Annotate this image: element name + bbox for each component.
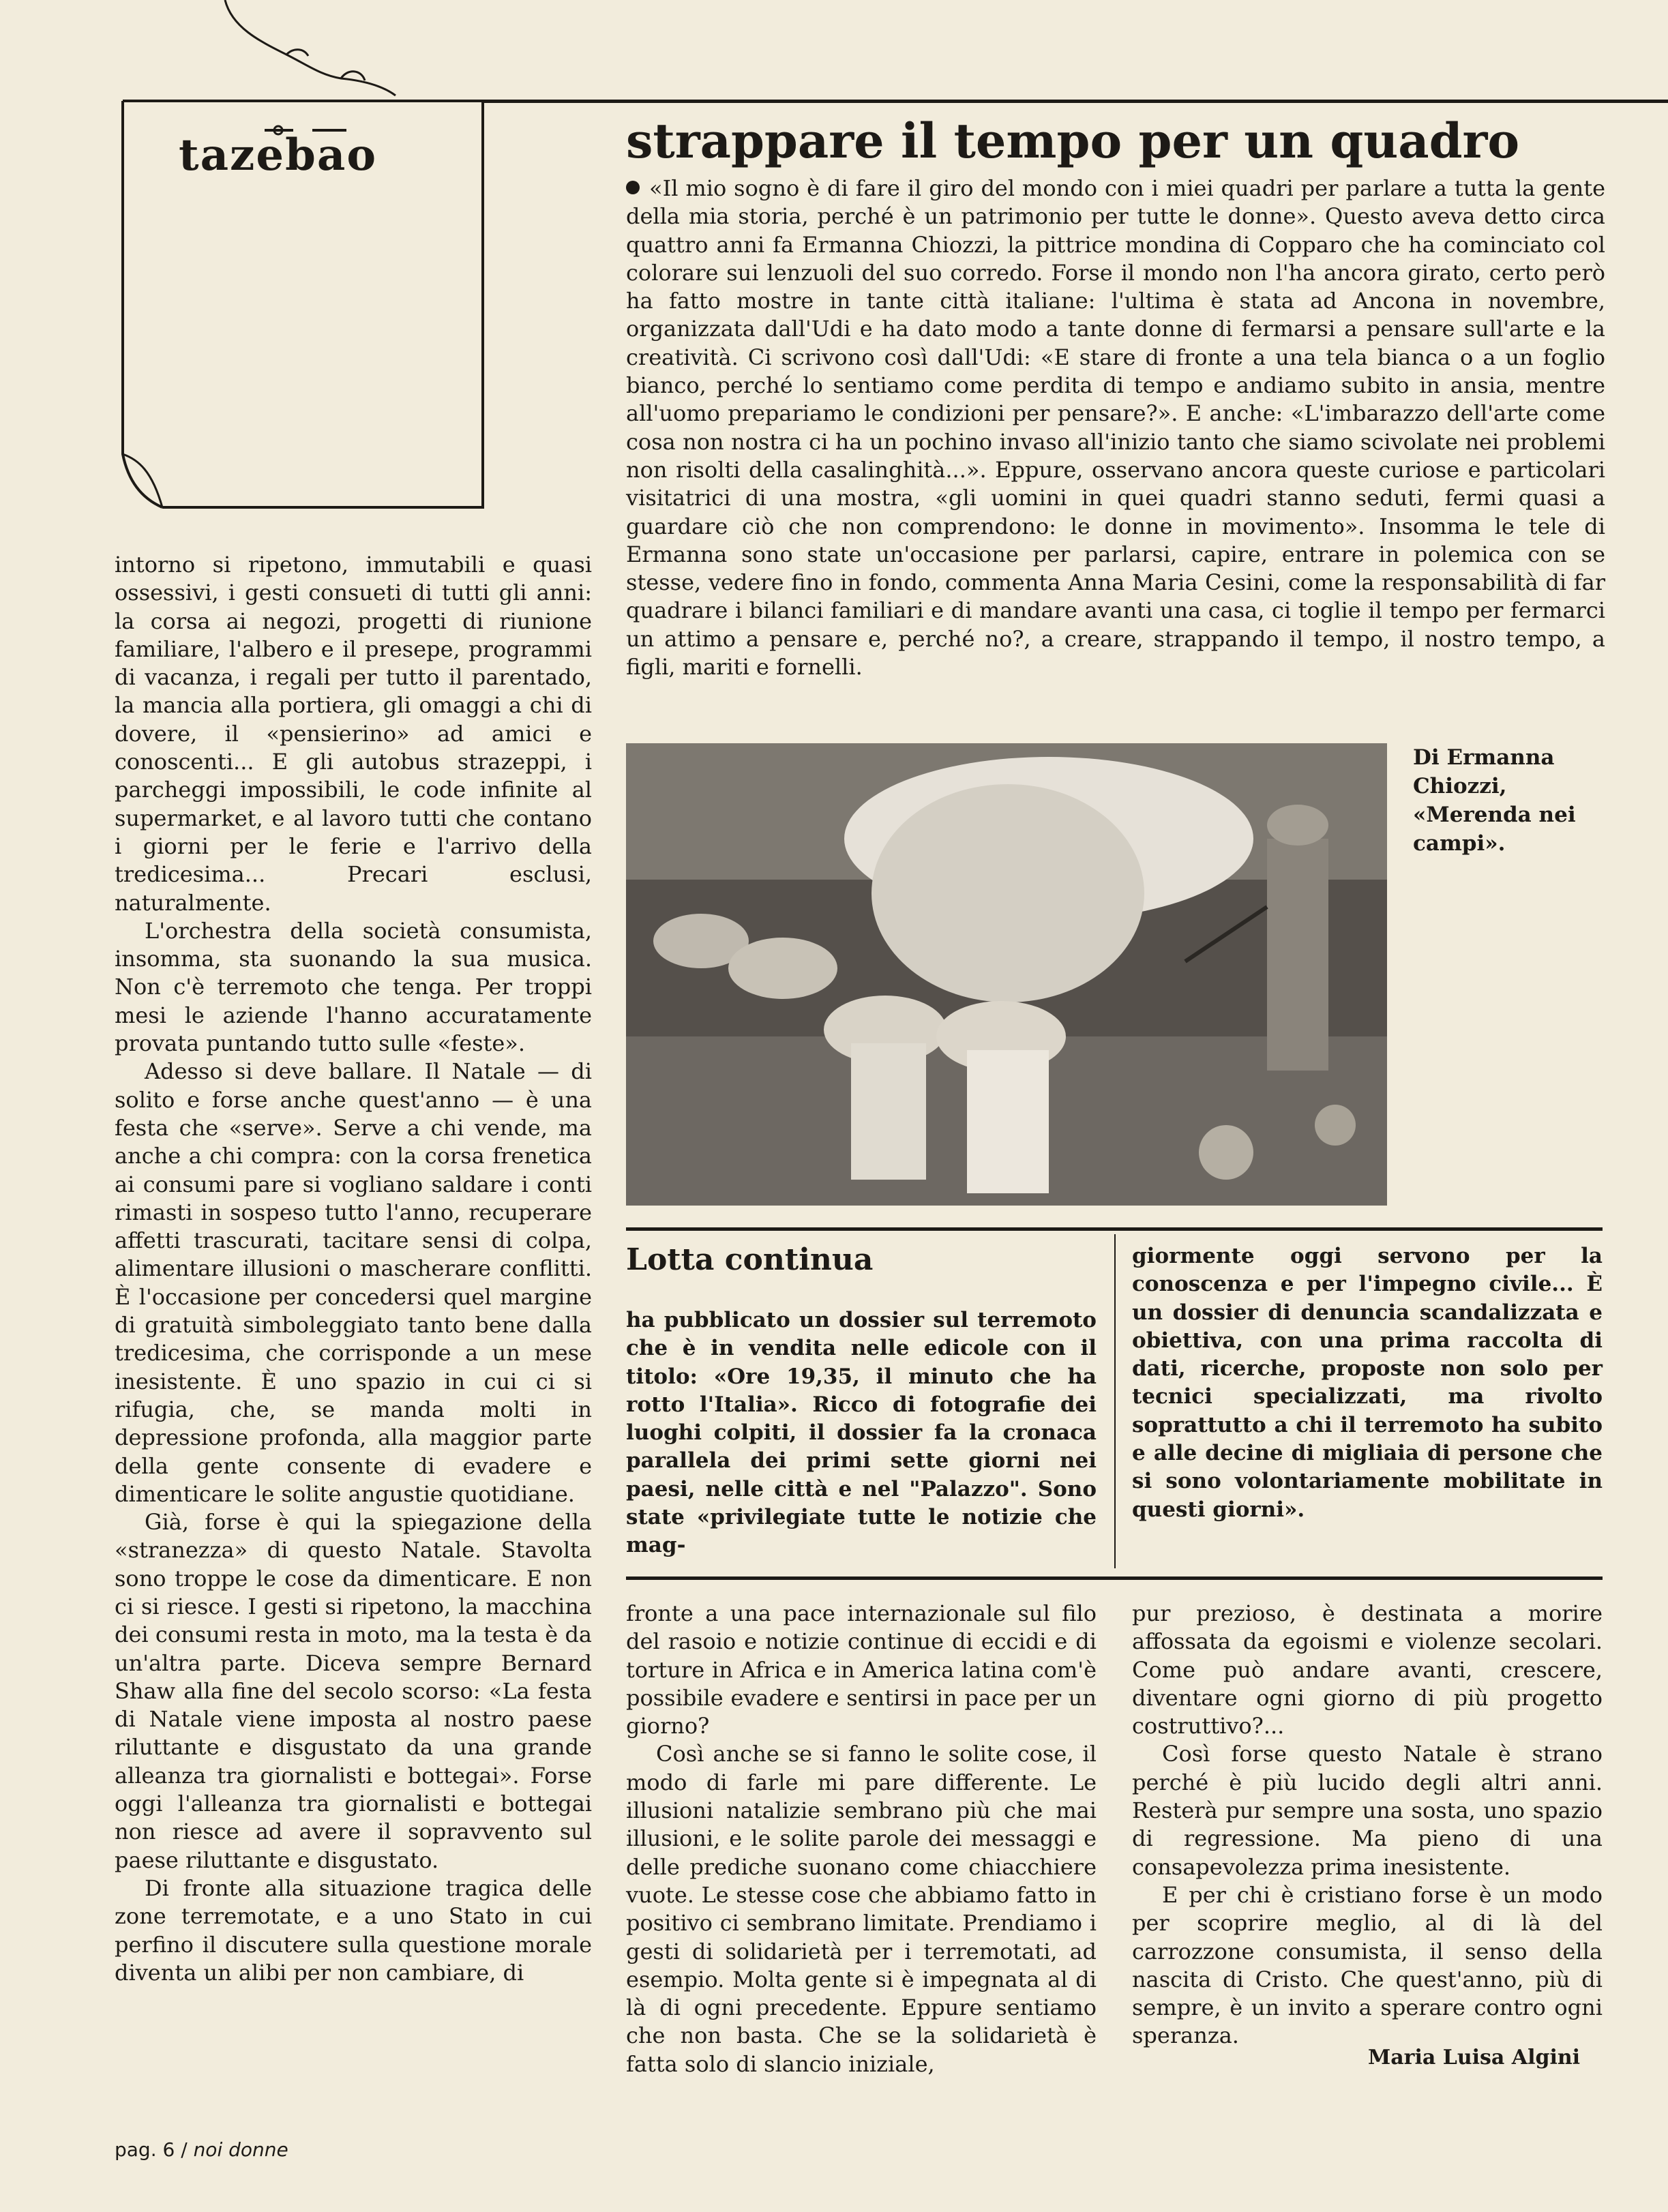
column-c-paragraph: E per chi è cristiano forse è un modo per scoprire meglio, al di là del carrozzone consumista, il senso della nascita di Cristo. Che quest'anno, più di sempre, è un invito a sperare contro ogni speranza. [1132, 1881, 1603, 2049]
pushpin-icon [258, 120, 353, 140]
left-paragraph: L'orchestra della società consumista, insomma, sta suonando la sua musica. Non c'è terremoto che tenga. Per troppi mesi le aziende l'hanno accuratamente provata puntando tutto sulle «feste». [115, 917, 592, 1057]
box-bottom-rule [626, 1576, 1603, 1580]
column-b-paragraph: fronte a una pace internazionale sul filo del rasoio e notizie continue di eccidi e di torture in Africa e in America latina com'è possibile evadere e sentirsi in pace per un giorno? [626, 1600, 1097, 1739]
left-paragraph: Già, forse è qui la spiegazione della «stranezza» di questo Natale. Stavolta sono troppe le cose da dimenticare. E non ci si riesce. I gesti si ripetono, la macchina dei consumi resta in moto, ma la testa è da un'altra parte. Diceva sempre Bernard Shaw alla fine del secolo scorso: «La festa di Natale viene imposta al nostro paese riluttante e disgustato da una grande alleanza tra giornalisti e bottegai». Forse oggi l'alleanza tra giornalisti e bottegai non riesce ad avere il sopravvento sul paese riluttante e disgustato. [115, 1509, 592, 1873]
column-b-paragraph: Così anche se si fanno le solite cose, il modo di farle mi pare differente. Le illusioni natalizie sembrano più che mai illusioni, e le solite parole dei messaggi e delle prediche suonano come chiacchiere vuote. Le stesse cose che abbiamo fatto in positivo ci sembrano limitate. Prendiamo i gesti di solidarietà per i terremotati, ad esempio. Molta gente si è impegnata al di là di ogni precedente. Eppure sentiamo che non basta. Che se la solidarietà è fatta solo di slancio iniziale, [626, 1741, 1097, 2077]
left-paragraph: Adesso si deve ballare. Il Natale — di solito e forse anche quest'anno — è una festa che «serve». Serve a chi vende, ma anche a chi compra: con la corsa frenetica ai consumi pare si vogliano saldare i conti rimasti in sospeso tutto l'anno, recuperare affetti trascurati, tacitare sensi di colpa, alimentare illusioni o mascherare conflitti. È l'occasione per concedersi quel margine di gratuità simboleggiato tanto bene dalla tredicesima, che corrisponde a un mese inesistente. È uno spazio in cui ci si rifugia, che, se manda molti in depressione profonda, alla maggior parte della gente consente di evadere e dimenticare le solite angustie quotidiane. [115, 1058, 592, 1507]
column-c-paragraph: pur prezioso, è destinata a morire affossata da egoismi e violenze secolari. Come può andare avanti, crescere, diventare ogni giorno di più progetto costruttivo?... [1132, 1600, 1603, 1739]
caption-line: campi». [1413, 831, 1506, 856]
intro-paragraph [626, 175, 1605, 681]
left-column [115, 551, 592, 1987]
painting-merenda-nei-campi [626, 743, 1387, 1206]
box-top-rule [626, 1227, 1603, 1231]
column-b [626, 1600, 1097, 2078]
page-number: pag. 6 / [115, 2138, 188, 2161]
magazine-name: noi donne [193, 2138, 288, 2161]
left-paragraph: Di fronte alla situazione tragica delle zone terremotate, e a uno Stato in cui perfino il discutere sulla questione morale diventa un alibi per non cambiare, di [115, 1874, 592, 1986]
cloud-outline-decoration [0, 0, 409, 102]
bullet-icon [626, 181, 640, 194]
tazebao-label: tazebao [179, 130, 377, 181]
column-c [1132, 1600, 1603, 2050]
lotta-continua-title: Lotta continua [626, 1242, 874, 1277]
lotta-continua-col1: ha pubblicato un dossier sul terremoto che è in vendita nelle edicole con il titolo: «Ore 19,35, il minuto che ha rotto l'Italia». Ricco di fotografie dei luoghi colpiti, il dossier fa la cronaca parallela dei primi sette giorni nei paesi, nelle città e nel "Palazzo". Sono state «privilegiate tutte le notizie che mag- [626, 1308, 1097, 1558]
left-paragraph: intorno si ripetono, immutabili e quasi ossessivi, i gesti consueti di tutti gli anni: la corsa ai negozi, progetti di riunione familiare, l'albero e il presepe, programmi di vacanza, i regali per tutto il parentado, la mancia alla portiera, gli omaggi a chi di dovere, il «pensierino» ad amici e conoscenti... E gli autobus strazeppi, i parcheggi impossibili, le code infinite al supermarket, e al lavoro tutti che contano i giorni per le ferie e l'arrivo della tredicesima... Precari esclusi, naturalmente. [115, 552, 592, 916]
painting-caption [1413, 743, 1583, 858]
author-signature: Maria Luisa Algini [1368, 2046, 1581, 2069]
intro-text: «Il mio sogno è di fare il giro del mondo con i miei quadri per parlare a tutta la gente della mia storia, perché è un patrimonio per tutte le donne». Questo aveva detto circa quattro anni fa Ermanna Chiozzi, la pittrice mondina di Copparo che ha cominciato col colorare sui lenzuoli del suo corredo. Forse il mondo non l'ha ancora girato, certo però ha fatto mostre in tante città italiane: l'ultima è stata ad Ancona in novembre, organizzata dall'Udi e ha dato modo a tante donne di fermarsi a pensare sull'arte e la creatività. Ci scrivono così dall'Udi: «E stare di fronte a una tela bianca o a un foglio bianco, perché lo sentiamo come perdita di tempo e andiamo subito in ansia, mentre all'uomo prepariamo le condizioni per pensare?». E anche: «L'imbarazzo dell'arte come cosa non nostra ci ha un pochino invaso all'inizio tanto che siamo scivolate nei problemi non risolti della casalinghità...». Eppure, osservano ancora queste curiose e particolari visitatrici di una mostra, «gli uomini in quei quadri stanno seduti, fermi quasi a guardare ciò che non comprendono: le donne in movimento». Insomma le tele di Ermanna sono state un'occasione per parlarsi, capire, entrare in polemica con se stesse, vedere fino in fondo, commenta Anna Maria Cesini, come la responsabilità di far quadrare i bilanci familiari e di mandare avanti una casa, ci toglie il tempo per fermarci un attimo a pensare e, perché no?, a creare, strappando il tempo, il nostro tempo, a figli, mariti e fornelli. [626, 175, 1605, 681]
box-column-divider [1114, 1234, 1116, 1568]
page-footer [115, 2138, 288, 2161]
lotta-continua-col2: giormente oggi servono per la conoscenza e per l'impegno civile... È un dossier di denuncia scandalizzata e obiettiva, con una prima raccolta di dati, ricerche, proposte non solo per tecnici specializzati, ma rivolto soprattutto a chi il terremoto ha subito e alle decine di migliaia di persone che si sono volontariamente mobilitate in questi giorni». [1132, 1244, 1603, 1522]
caption-line: «Merenda nei [1413, 803, 1576, 827]
article-headline: strappare il tempo per un quadro [626, 113, 1520, 169]
caption-line: Di Ermanna [1413, 745, 1555, 770]
header-rule [483, 100, 1668, 103]
caption-line: Chiozzi, [1413, 774, 1507, 798]
column-c-paragraph: Così forse questo Natale è strano perché è più lucido degli altri anni. Resterà pur sempre una sosta, uno spazio di regressione. Ma pieno di una consapevolezza prima inesistente. [1132, 1741, 1603, 1880]
